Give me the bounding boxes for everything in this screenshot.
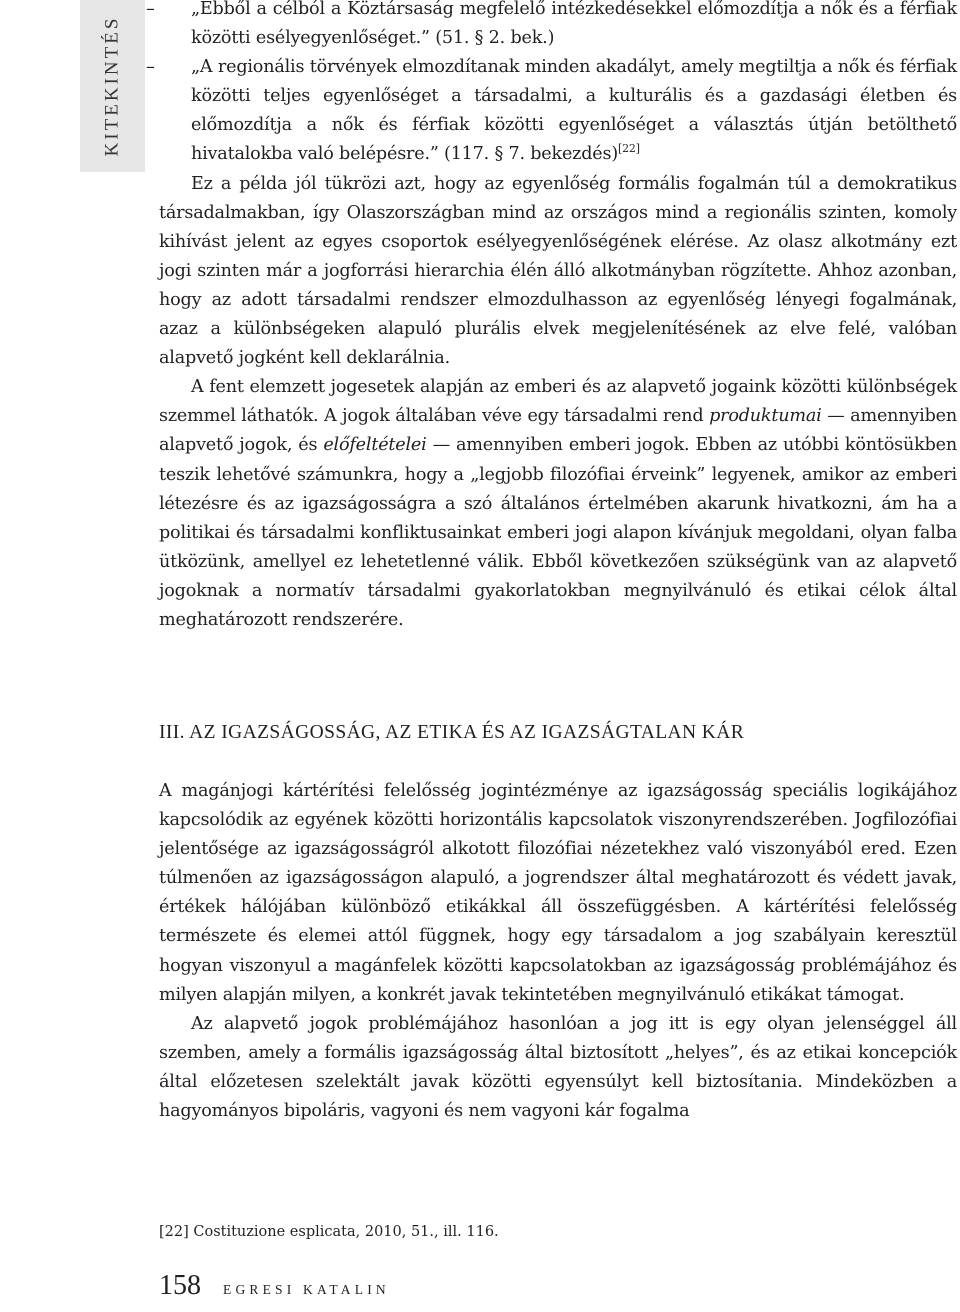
- emphasis-text: előfeltételei: [323, 435, 427, 456]
- paragraph-text: A fent elemzett jogesetek alapján az emberi és az alapvető jogaink közötti különbségek szemmel láthatók. A jogok általában véve egy társadalmi rend: [159, 377, 957, 427]
- bullet-dash: –: [146, 0, 155, 19]
- bullet-text: „Ebből a célból a Köztársaság megfelelő intézkedésekkel előmozdítja a nők és a férfiak közötti esélyegyenlőséget.” (51. § 2. bek.): [191, 0, 957, 49]
- emphasis-text: produktumai: [709, 406, 822, 427]
- bullet-item: [146, 0, 957, 53]
- body-text-top: [146, 0, 957, 635]
- paragraph: Ez a példa jól tükrözi azt, hogy az egyenlőség formális fogalmán túl a demokratikus társadalmakban, így Olaszországban mind az országos mind a regionális szinten, komoly kihívást jelent az egyes csoportok esélyegyenlőségének elérése. Az olasz alkotmány ezt jogi szinten már a jogforrási hierarchia élén álló alkotmányban rögzítette. Ahhoz azonban, hogy az adott társadalmi rendszer elmozdulhasson az egyenlőség lényegi fogalmának, azaz a különbségeken alapuló plurális elvek megjelenítésének az elve felé, valóban alapvető jogként kell deklarálnia.: [159, 173, 957, 369]
- body-text-bottom: [159, 777, 957, 1126]
- footnote: [22] Costituzione esplicata, 2010, 51., ill. 116.: [159, 1224, 499, 1240]
- page-footer: [159, 1272, 390, 1312]
- bullet-item: [146, 53, 957, 169]
- paragraph: Az alapvető jogok problémájához hasonlóan a jog itt is egy olyan jelenséggel áll szemben, amely a formális igazságosság által biztosított „helyes”, és az etikai koncepciók által előzetesen szelektált javak közötti egyensúlyt kell biztosítania. Mindeközben a hagyományos bipoláris, vagyoni és nem vagyoni kár fogalma: [159, 1013, 957, 1122]
- bullet-dash: –: [146, 57, 155, 78]
- paragraph-text: — amennyiben alapvető jogok, és: [159, 406, 957, 456]
- footnote-reference[interactable]: [22]: [618, 142, 640, 156]
- paragraph: A magánjogi kártérítési felelősség jogintézménye az igazságosság speciális logikájához kapcsolódik az egyének közötti horizontális kapcsolatok viszonyrendszerében. Jogfilozófiai jelentősége az igazságosságról alkotott filozófiai nézetekhez való viszonyából ered. Ezen túlmenően az igazságosságon alapuló, a jogrendszer által meghatározott és védett javak, értékek hálójában különböző etikákkal áll összefüggésben. A kártérítési felelősség természete és elemei attól függnek, hogy egy társadalom a jog szabályain keresztül hogyan viszonyul a magánfelek közötti kapcsolatokban az igazságosság problémájához és milyen alapján milyen, a konkrét javak tekintetében megnyilvánuló etikákat támogat.: [159, 781, 957, 1005]
- running-author: EGRESI KATALIN: [223, 1282, 390, 1297]
- side-tab-text: KITEKINTÉS: [101, 15, 123, 157]
- paragraph: [159, 373, 957, 635]
- section-side-tab: [80, 0, 145, 172]
- bullet-text: „A regionális törvények elmozdítanak minden akadályt, amely megtiltja a nők és férfiak közötti teljes egyenlőséget a társadalmi, a kulturális és a gazdasági életben és előmozdítja a nők és férfiak közötti egyenlőséget a választás útján betölthető hivatalokba való belépésre.” (117. § 7. bekezdés): [191, 57, 957, 165]
- side-tab-label: [80, 0, 145, 172]
- page-number: 158: [159, 1270, 201, 1301]
- section-heading: III. AZ IGAZSÁGOSSÁG, AZ ETIKA ÉS AZ IGAZSÁGTALAN KÁR: [159, 722, 745, 743]
- paragraph-text: — amennyiben emberi jogok. Ebben az utóbbi köntösükben teszik lehetővé számunkra, hogy a „legjobb filozófiai érveink” legyenek, amikor az emberi létezésre és az igazságosságra a szó általános értelmében akarunk hivatkozni, ám ha a politikai és társadalmi konfliktusainkat emberi jogi alapon kívánjuk megoldani, olyan falba ütközünk, amellyel ez lehetetlenné válik. Ebből következően szükségünk van az alapvető jogoknak a normatív társadalmi gyakorlatokban megnyilvánuló és etikai célok által meghatározott rendszerére.: [159, 435, 957, 630]
